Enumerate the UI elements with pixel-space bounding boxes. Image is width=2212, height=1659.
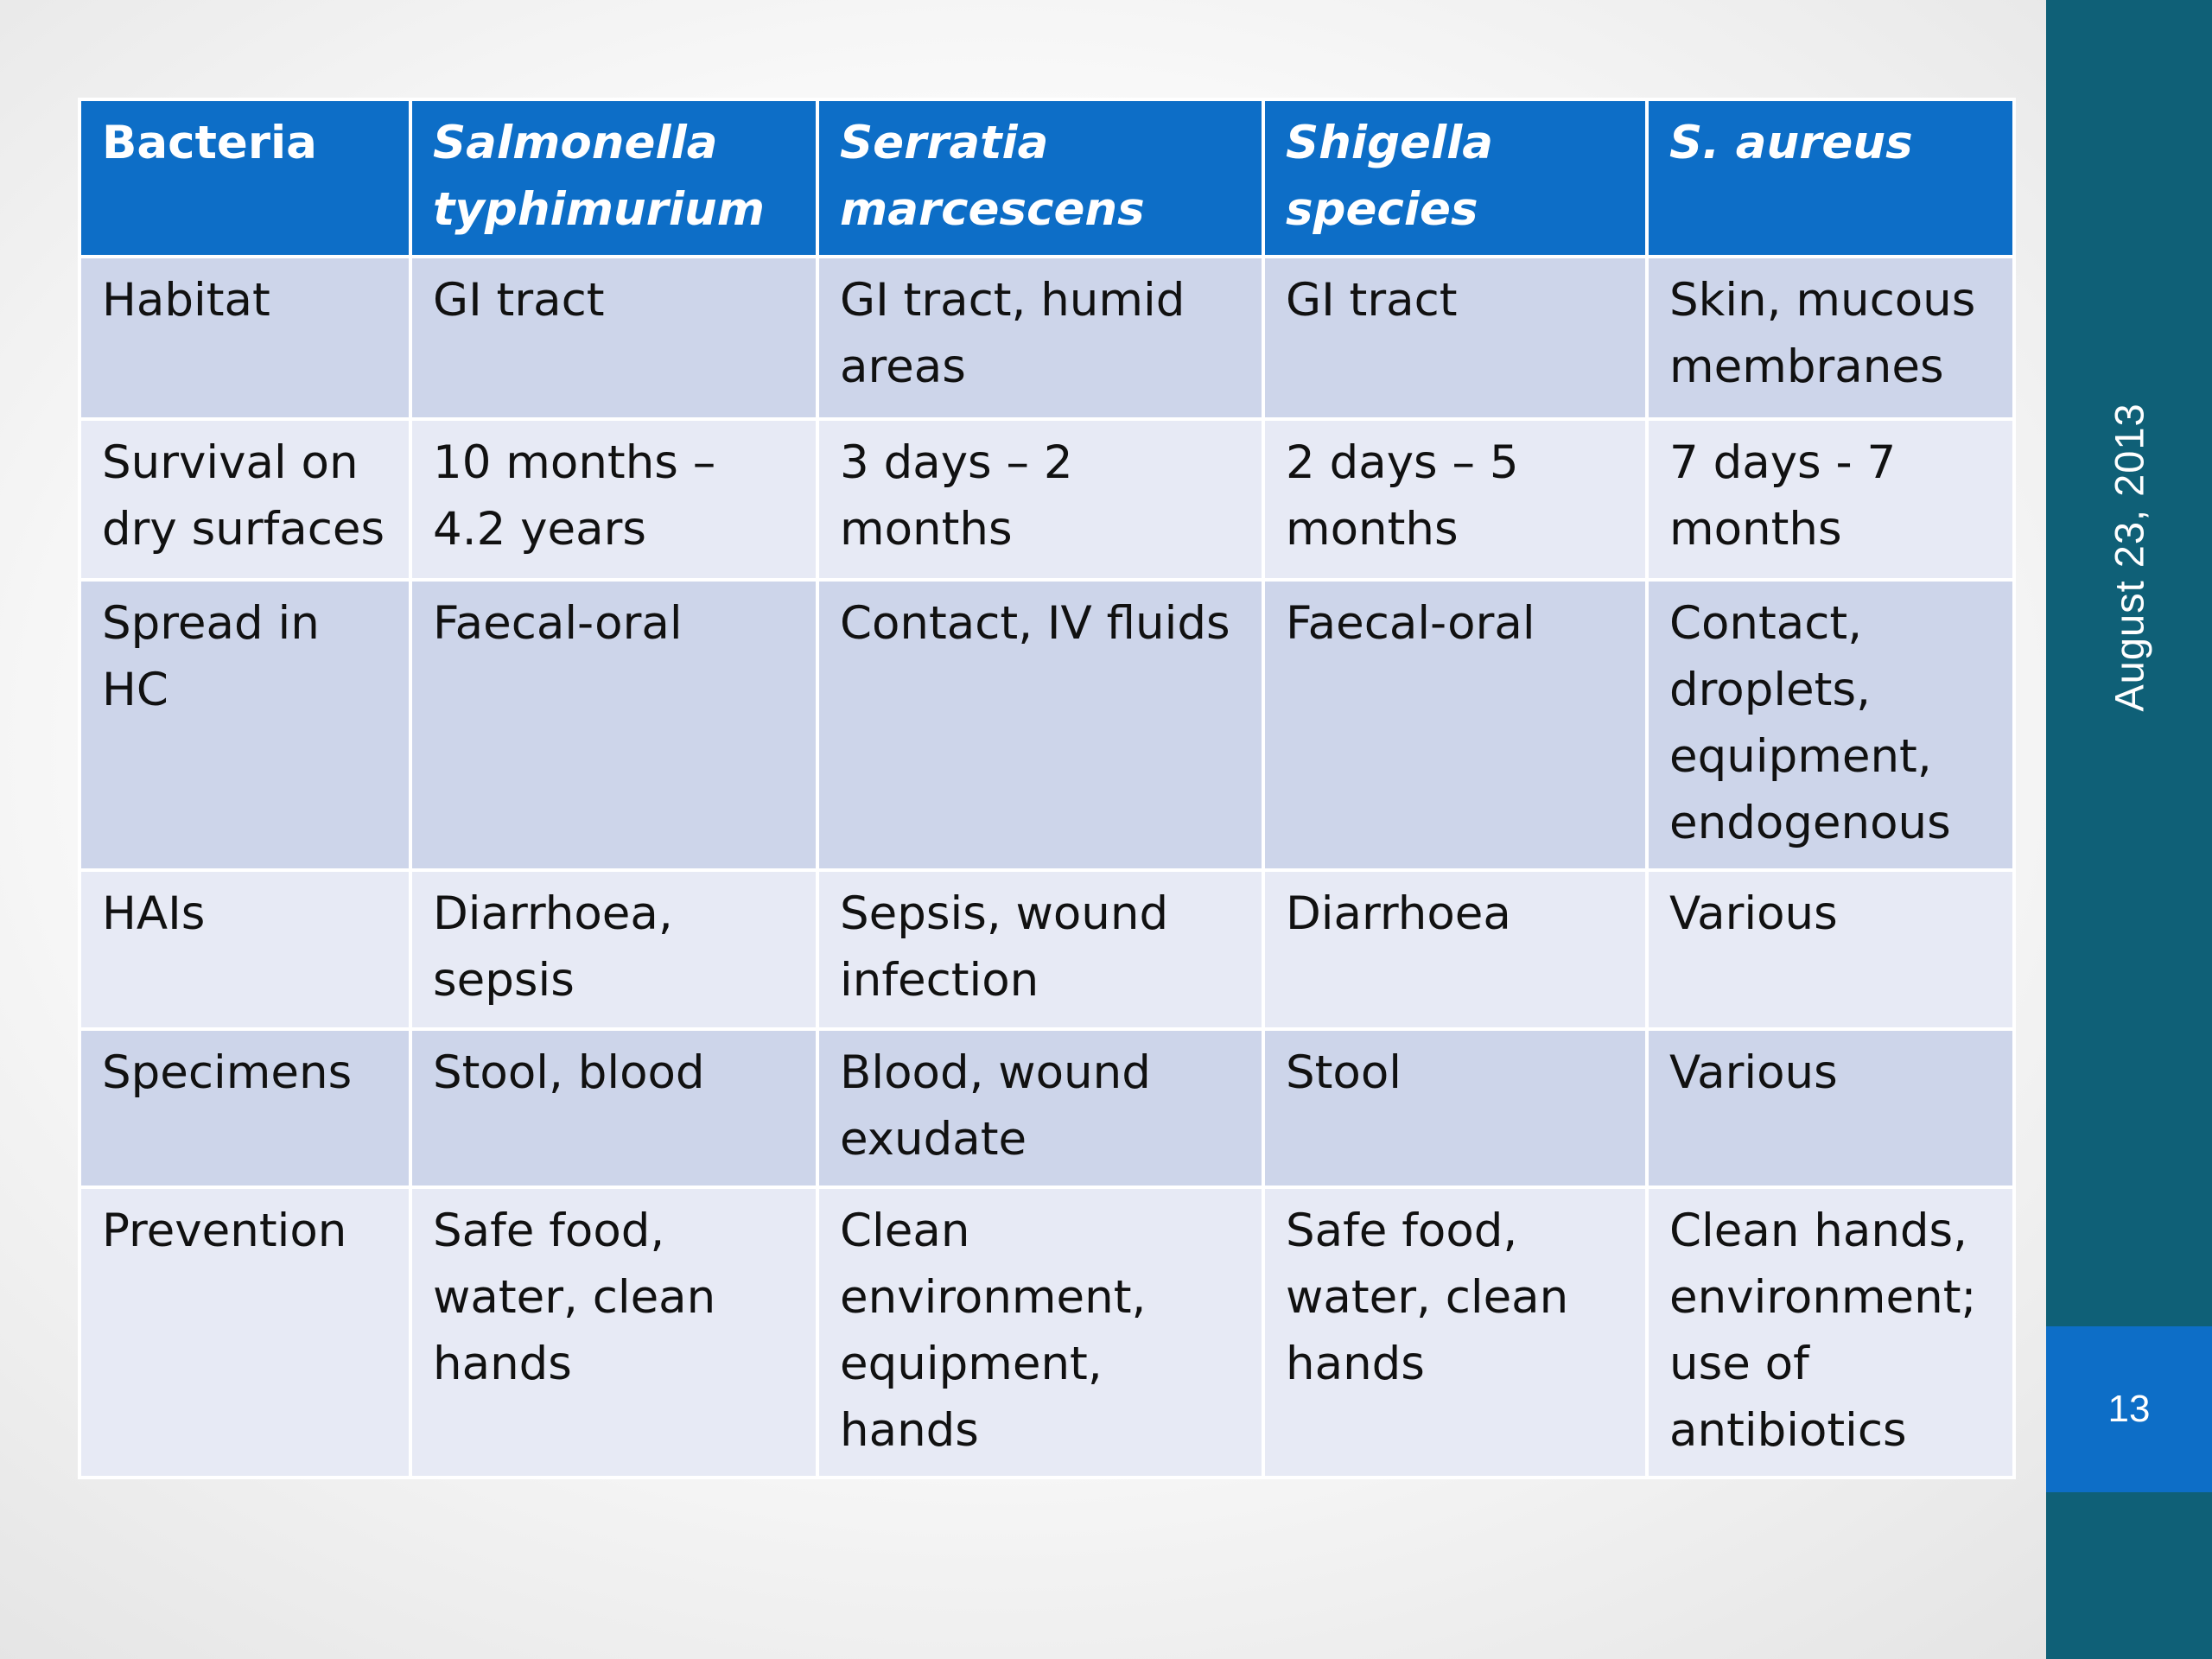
row-label-prevention: Prevention bbox=[79, 1187, 410, 1478]
page-number: 13 bbox=[2107, 1388, 2151, 1430]
table-cell: GI tract, humid areas bbox=[817, 257, 1263, 419]
table-cell: 3 days – 2 months bbox=[817, 419, 1263, 580]
header-cell-s-aureus: S. aureus bbox=[1647, 99, 2014, 257]
table-row bbox=[79, 419, 2014, 580]
table-cell: Clean environment, equipment, hands bbox=[817, 1187, 1263, 1478]
table-cell: GI tract bbox=[410, 257, 817, 419]
table-cell: 2 days – 5 months bbox=[1263, 419, 1647, 580]
table-cell: Skin, mucous membranes bbox=[1647, 257, 2014, 419]
table-row bbox=[79, 1187, 2014, 1478]
table-cell: Safe food, water, clean hands bbox=[1263, 1187, 1647, 1478]
table-cell: Faecal-oral bbox=[1263, 580, 1647, 870]
table-cell: Faecal-oral bbox=[410, 580, 817, 870]
table-cell: Various bbox=[1647, 870, 2014, 1029]
table-cell: 10 months – 4.2 years bbox=[410, 419, 817, 580]
table-row bbox=[79, 580, 2014, 870]
row-label-spread: Spread in HC bbox=[79, 580, 410, 870]
header-cell-serratia: Serratia marcescens bbox=[817, 99, 1263, 257]
table-cell: Diarrhoea bbox=[1263, 870, 1647, 1029]
table-row bbox=[79, 870, 2014, 1029]
table-cell: Safe food, water, clean hands bbox=[410, 1187, 817, 1478]
table-cell: Contact, IV fluids bbox=[817, 580, 1263, 870]
table-row bbox=[79, 257, 2014, 419]
table-cell: Blood, wound exudate bbox=[817, 1029, 1263, 1187]
table-cell: 7 days - 7 months bbox=[1647, 419, 2014, 580]
table-cell: Stool bbox=[1263, 1029, 1647, 1187]
row-label-survival: Survival on dry surfaces bbox=[79, 419, 410, 580]
page-number-box bbox=[2046, 1326, 2212, 1492]
table-cell: Sepsis, wound infection bbox=[817, 870, 1263, 1029]
header-cell-bacteria: Bacteria bbox=[79, 99, 410, 257]
table-cell: Diarrhoea, sepsis bbox=[410, 870, 817, 1029]
bacteria-comparison-table bbox=[78, 98, 2016, 1479]
row-label-specimens: Specimens bbox=[79, 1029, 410, 1187]
table-row bbox=[79, 1029, 2014, 1187]
header-cell-salmonella: Salmonella typhimurium bbox=[410, 99, 817, 257]
table-cell: Clean hands, environment; use of antibiotics bbox=[1647, 1187, 2014, 1478]
row-label-hais: HAIs bbox=[79, 870, 410, 1029]
slide-date: August 23, 2013 bbox=[2106, 403, 2152, 712]
table-header-row bbox=[79, 99, 2014, 257]
row-label-habitat: Habitat bbox=[79, 257, 410, 419]
table-cell: Contact, droplets, equipment, endogenous bbox=[1647, 580, 2014, 870]
table-cell: Stool, blood bbox=[410, 1029, 817, 1187]
table-cell: GI tract bbox=[1263, 257, 1647, 419]
slide-sidebar bbox=[2046, 0, 2212, 1659]
header-cell-shigella: Shigella species bbox=[1263, 99, 1647, 257]
table-cell: Various bbox=[1647, 1029, 2014, 1187]
